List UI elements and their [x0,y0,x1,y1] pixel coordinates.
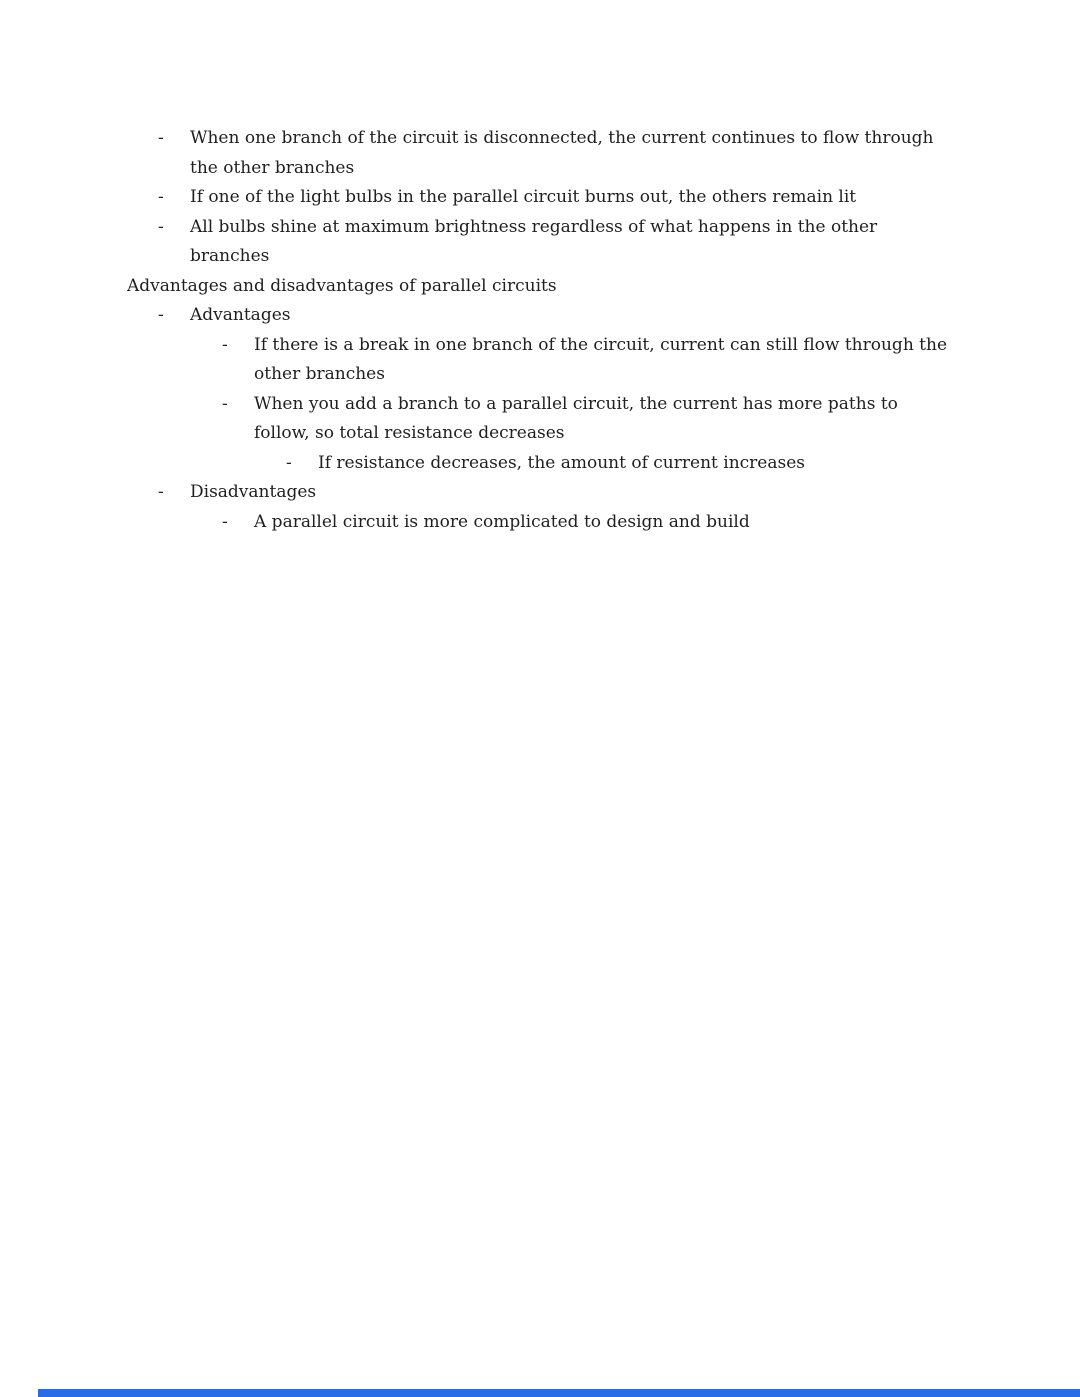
list-item-text: If there is a break in one branch of the circuit, current can still flow through the other branches [254,334,948,384]
list-dash-marker: - [158,482,164,502]
paragraph [127,272,955,302]
list-item [127,183,955,213]
list-item-text: When you add a branch to a parallel circuit, the current has more paths to follow, so total resistance decreases [254,393,898,443]
list-item [127,390,955,449]
list-item [127,331,955,390]
list-item-text: When one branch of the circuit is disconnected, the current continues to flow through the other branches [190,128,934,178]
list-dash-marker: - [158,216,164,237]
list-item-text: If resistance decreases, the amount of current increases [318,452,805,473]
list-item [127,508,955,538]
paragraph-text: Advantages and disadvantages of parallel circuits [127,275,557,296]
list-item [127,449,955,479]
list-item [127,478,955,508]
list-dash-marker: - [158,128,164,148]
list-dash-marker: - [158,187,164,207]
list-item [127,301,955,331]
list-dash-marker: - [222,393,228,414]
list-item [127,124,955,183]
bottom-accent-bar [38,1389,1080,1397]
list-item-text: All bulbs shine at maximum brightness regardless of what happens in the other branches [190,216,878,266]
list-item-text: Disadvantages [190,482,317,502]
list-dash-marker: - [286,452,292,473]
list-dash-marker: - [222,511,228,532]
list-item [127,213,955,272]
list-item-text: If one of the light bulbs in the parallel circuit burns out, the others remain lit [190,187,857,207]
document-content [127,124,955,537]
list-item-text: Advantages [190,305,291,325]
list-dash-marker: - [222,334,228,355]
list-item-text: A parallel circuit is more complicated to design and build [254,511,750,532]
list-dash-marker: - [158,305,164,325]
